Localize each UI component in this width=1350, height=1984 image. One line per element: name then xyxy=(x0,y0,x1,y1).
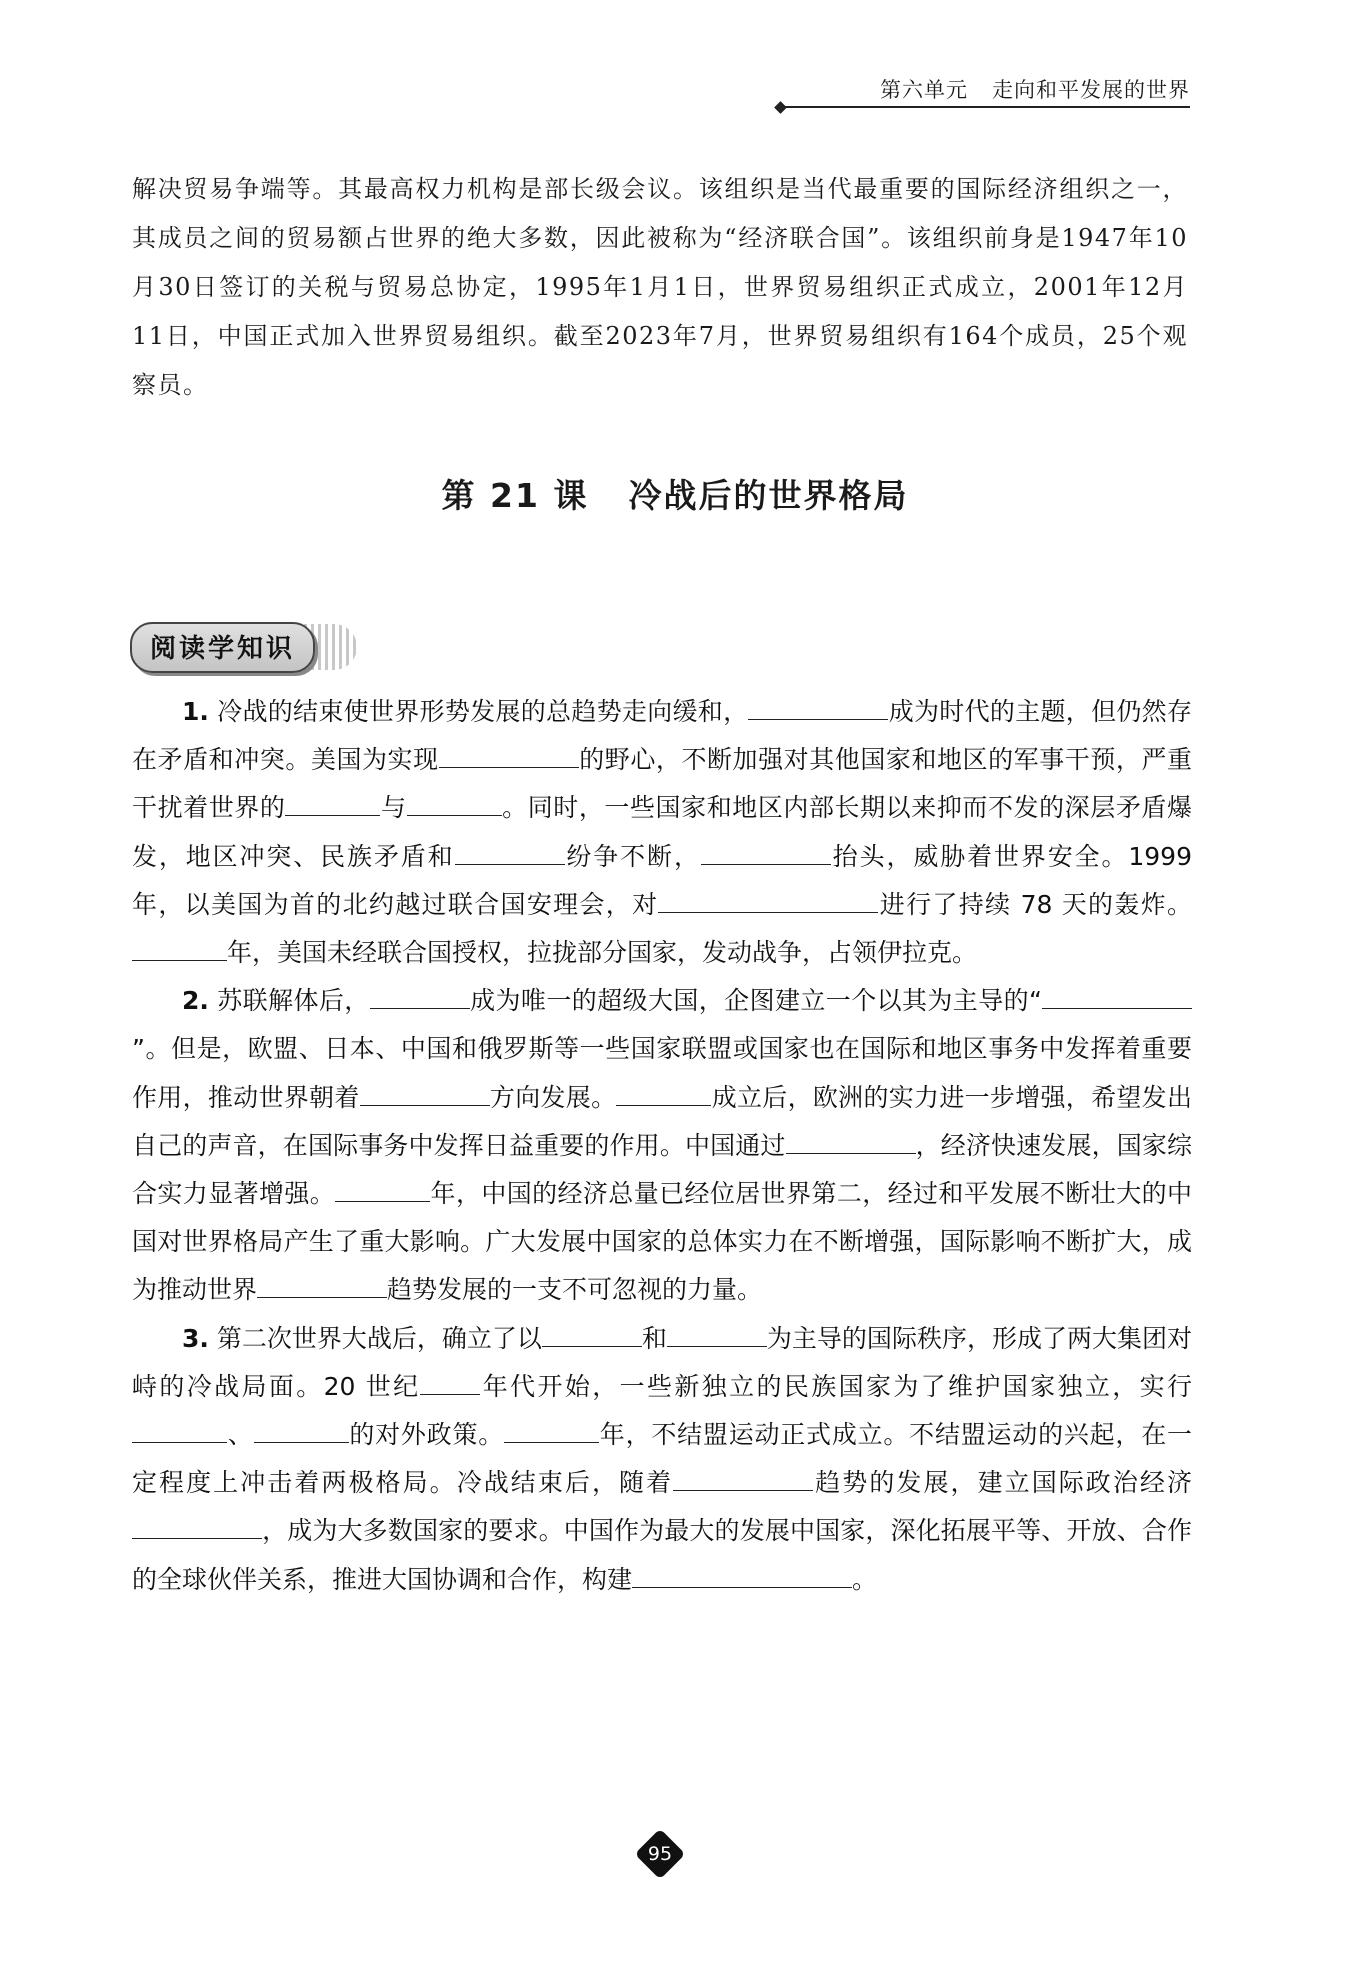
answer-blank[interactable] xyxy=(542,1321,642,1347)
text: 趋势的发展，建立国际政治经济 xyxy=(813,1468,1192,1498)
answer-blank[interactable] xyxy=(616,1080,711,1106)
text: ，成为大多数国家的要求。中国作为最大的发展中国家，深化拓展平等、开放、合作的全球伙伴关系，推进大国协调和合作，构建 xyxy=(132,1516,1192,1594)
text: 、 xyxy=(227,1420,254,1450)
text: 趋势发展的一支不可忽视的力量。 xyxy=(387,1275,763,1305)
answer-blank[interactable] xyxy=(673,1465,813,1491)
text: 成立后，欧洲的实力进一步增强，希望发出自己的声音，在国际事务中发挥日益重要的作用。中国通过 xyxy=(132,1082,1192,1160)
answer-blank[interactable] xyxy=(335,1176,430,1202)
unit-title: 走向和平发展的世界 xyxy=(992,78,1190,102)
page-number-badge xyxy=(636,1830,684,1878)
question-number: 3. xyxy=(182,1323,209,1353)
section-badge xyxy=(130,622,357,672)
answer-blank[interactable] xyxy=(285,790,380,816)
text: ，经济快速发展，国家综合实力显著增强。 xyxy=(132,1130,1192,1209)
running-header xyxy=(780,72,1190,108)
text: 进行了持续 78 天的轰炸。 xyxy=(878,889,1192,919)
text: 冷战的结束使世界形势发展的总趋势走向缓和， xyxy=(217,697,749,726)
text: 。同时，一些国家和地区内部长期以来抑而不发的深层矛盾爆发，地区冲突、民族矛盾和 xyxy=(132,793,1192,871)
exercise-body xyxy=(132,688,1192,1604)
page-number: 95 xyxy=(647,1843,673,1865)
unit-label: 第六单元 xyxy=(880,78,968,102)
answer-blank[interactable] xyxy=(632,1562,852,1588)
answer-blank[interactable] xyxy=(658,887,878,913)
answer-blank[interactable] xyxy=(257,1272,387,1298)
diamond-bullet-icon xyxy=(774,101,787,114)
answer-blank[interactable] xyxy=(701,839,831,865)
text: 成为时代的主题，但仍然存在矛盾和冲突。美国为实现 xyxy=(132,697,1192,775)
question-number: 2. xyxy=(182,986,209,1016)
text: 的野心，不断加强对其他国家和地区的军事干预，严重干扰着世界的 xyxy=(132,745,1192,823)
text: 年代开始，一些新独立的民族国家为了维护国家独立，实行 xyxy=(480,1371,1192,1401)
answer-blank[interactable] xyxy=(786,1128,916,1154)
lesson-title xyxy=(0,470,1350,517)
text: 方向发展。 xyxy=(489,1082,617,1112)
question-2 xyxy=(132,977,1192,1314)
text: 为主导的国际秩序，形成了两大集团对峙的冷战局面。20 世纪 xyxy=(132,1323,1192,1401)
text: 年，中国的经济总量已经位居世界第二，经过和平发展不断壮大的中国对世界格局产生了重大影响。广大发展中国家的总体实力在不断增强，国际影响不断扩大，成为推动世界 xyxy=(132,1179,1192,1305)
text: 第二次世界大战后，确立了以 xyxy=(216,1323,542,1353)
lesson-name: 冷战后的世界格局 xyxy=(628,476,909,515)
answer-blank[interactable] xyxy=(254,1417,349,1443)
text: 成为唯一的超级大国，企图建立一个以其为主导的“ xyxy=(469,986,1042,1016)
text: 与 xyxy=(380,793,407,823)
answer-blank[interactable] xyxy=(439,742,579,768)
answer-blank[interactable] xyxy=(1042,983,1192,1009)
answer-blank[interactable] xyxy=(370,983,470,1009)
answer-blank[interactable] xyxy=(748,694,888,720)
text: 纷争不断， xyxy=(564,841,701,871)
text: 和 xyxy=(641,1323,667,1353)
intro-paragraph: 解决贸易争端等。其最高权力机构是部长级会议。该组织是当代最重要的国际经济组织之一，其成员之间的贸易额占世界的绝大多数，因此被称为“经济联合国”。该组织前身是1947年10月30日签订的关税与贸易总协定，1995年1月1日，世界贸易组织正式成立，2001年12月11日，中国正式加入世界贸易组织。截至2023年7月，世界贸易组织有164个成员，25个观察员。 xyxy=(132,175,1188,399)
answer-blank[interactable] xyxy=(455,839,565,865)
text: 的对外政策。 xyxy=(348,1420,505,1450)
answer-blank[interactable] xyxy=(132,935,227,961)
answer-blank[interactable] xyxy=(132,1513,262,1539)
answer-blank[interactable] xyxy=(504,1417,599,1443)
answer-blank[interactable] xyxy=(667,1321,767,1347)
lesson-number: 第 21 课 xyxy=(441,476,589,515)
answer-blank[interactable] xyxy=(132,1417,227,1443)
text: ”。但是，欧盟、日本、中国和俄罗斯等一些国家联盟或国家也在国际和地区事务中发挥着重要作用，推动世界朝着 xyxy=(132,1034,1192,1112)
question-number: 1. xyxy=(182,697,209,726)
answer-blank[interactable] xyxy=(420,1369,480,1395)
text: 年，美国未经联合国授权，拉拢部分国家，发动战争，占领伊拉克。 xyxy=(227,938,978,968)
section-label: 阅读学知识 xyxy=(130,622,315,673)
question-1 xyxy=(132,688,1192,977)
question-3 xyxy=(132,1315,1192,1604)
text: 抬头，威胁着世界安全。1999 年，以美国为首的北约越过联合国安理会，对 xyxy=(132,841,1192,919)
answer-blank[interactable] xyxy=(407,790,502,816)
answer-blank[interactable] xyxy=(360,1080,490,1106)
text: 年，不结盟运动正式成立。不结盟运动的兴起，在一定程度上冲击着两极格局。冷战结束后，随着 xyxy=(132,1420,1192,1498)
text: 苏联解体后， xyxy=(217,986,370,1016)
text: 。 xyxy=(852,1564,878,1594)
